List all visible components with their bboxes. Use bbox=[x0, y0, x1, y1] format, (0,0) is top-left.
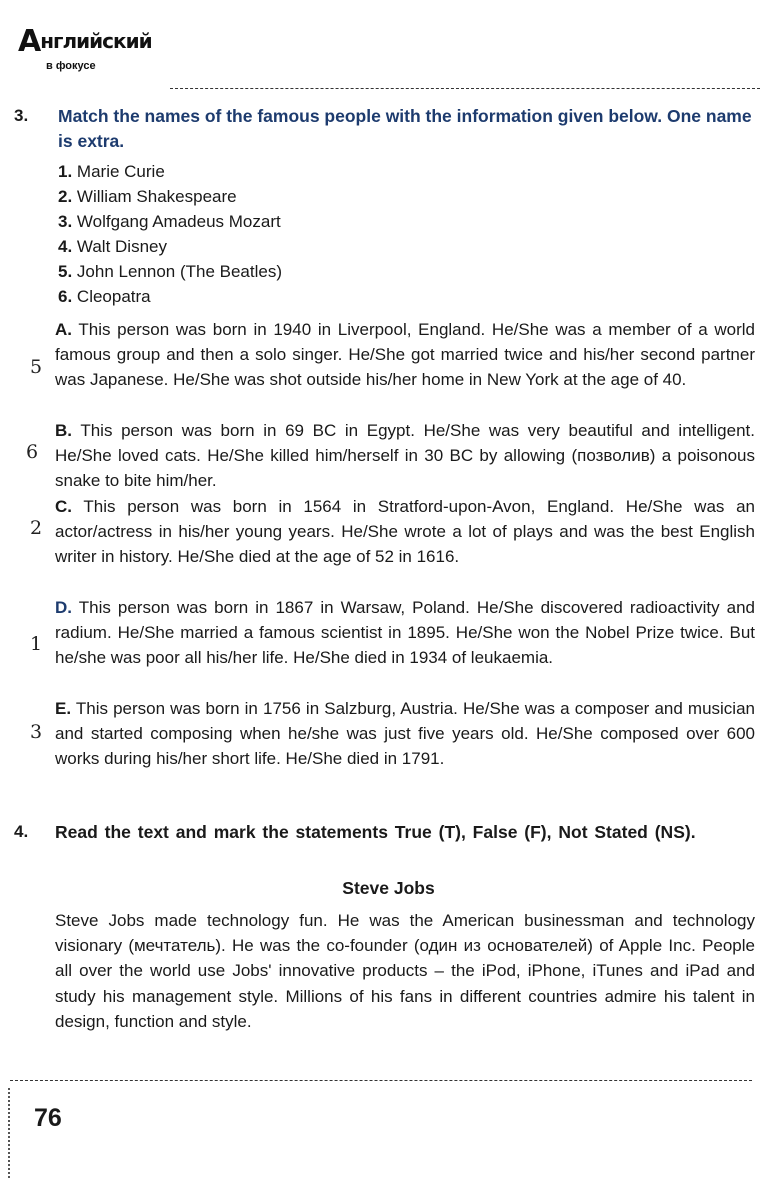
task4-heading: Read the text and mark the statements True (T), False (F), Not Stated (NS). bbox=[55, 822, 696, 842]
name-item-6: 6. Cleopatra bbox=[58, 287, 151, 306]
task3-number: 3. bbox=[14, 106, 29, 125]
story-text: Steve Jobs made technology fun. He was the American businessman and technology visionary (мечтатель). He was the co-founder (один из основателей) of Apple Inc. People all over the world use Jobs' innovative products – the iPod, iPhone, iTunes and iPad and study his management style. Millions of his fans in different countries admire his talent in design, function and style. bbox=[55, 911, 755, 1031]
paragraph-b: B. This person was born in 69 BC in Egypt. He/She was very beautiful and intelligent. He/She loved cats. He/She killed him/herself in 30 BC by allowing (позволив) a poisonous snake to bite him/her. bbox=[55, 421, 755, 491]
paragraph-c: C. This person was born in 1564 in Stratford-upon-Avon, England. He/She was an actor/actress in his/her young years. He/She wrote a lot of plays and was the best English writer in history. He/She died at the age of 52 in 1616. bbox=[55, 497, 756, 567]
logo-subtitle: в фокусе bbox=[46, 60, 96, 72]
answer-c: 2 bbox=[30, 517, 43, 539]
name-item-3: 3. Wolfgang Amadeus Mozart bbox=[58, 212, 281, 231]
logo-big-letter: А bbox=[18, 24, 41, 59]
paragraph-letter: C. bbox=[55, 497, 72, 516]
header-divider bbox=[170, 88, 760, 89]
paragraph-letter: D. bbox=[55, 598, 72, 617]
name-item-4: 4. Walt Disney bbox=[58, 237, 167, 256]
footer-divider bbox=[10, 1080, 752, 1081]
answer-d: 1 bbox=[30, 633, 43, 655]
paragraph-letter: E. bbox=[55, 699, 72, 718]
name-item-5: 5. John Lennon (The Beatles) bbox=[58, 262, 283, 281]
task3-heading: Match the names of the famous people with the information given below. One name is extra. bbox=[58, 106, 752, 151]
page-number: 76 bbox=[34, 1104, 62, 1132]
logo-rest: нглийский bbox=[40, 29, 152, 53]
answer-b: 6 bbox=[26, 441, 39, 463]
paragraph-e: E. This person was born in 1756 in Salzburg, Austria. He/She was a composer and musician and started composing when he/she was just five years old. He/She composed over 600 works during his/her short life. He/She died in 1791. bbox=[55, 699, 755, 769]
book-logo bbox=[18, 26, 152, 57]
name-item-2: 2. William Shakespeare bbox=[58, 187, 237, 206]
name-item-1: 1. Marie Curie bbox=[58, 162, 165, 181]
paragraph-letter: A. bbox=[55, 320, 72, 339]
answer-a: 5 bbox=[30, 356, 43, 378]
paragraph-d: D. This person was born in 1867 in Warsaw, Poland. He/She discovered radioactivity and radium. He/She married a famous scientist in 1895. He/She won the Nobel Prize twice. But he/she was poor all his/her life. He/She died in 1934 of leukaemia. bbox=[55, 598, 755, 668]
task4-number: 4. bbox=[14, 822, 29, 841]
paragraph-a: A. This person was born in 1940 in Liverpool, England. He/She was a member of a world famous group and then a solo singer. He/She got married twice and his/her second partner was Japanese. He/She was shot outside his/her home in New York at the age of 40. bbox=[55, 320, 755, 390]
story-title: Steve Jobs bbox=[342, 878, 435, 898]
paragraph-letter: B. bbox=[55, 421, 72, 440]
answer-e: 3 bbox=[30, 721, 43, 743]
margin-dots bbox=[8, 1088, 10, 1178]
